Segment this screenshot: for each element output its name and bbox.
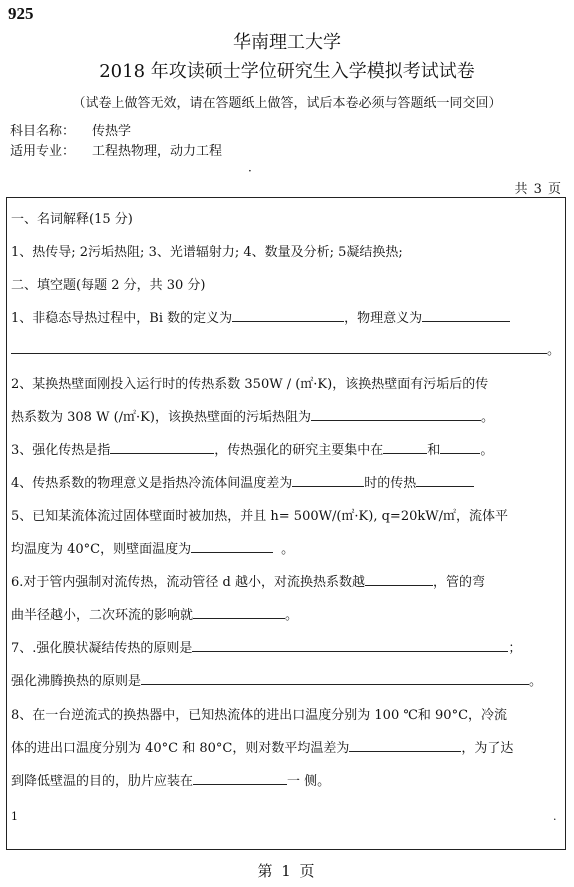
q3-blank-3[interactable] [440,439,480,454]
q8-blank-1[interactable] [349,737,461,752]
question-6-cont [11,604,298,623]
q5-blank[interactable] [191,538,273,553]
question-5-cont [11,538,294,557]
q4-blank-2[interactable] [416,472,474,487]
q1-text: 1、非稳态导热过程中，Bi 数的定义为 [11,311,233,326]
right-dot: . [553,810,557,823]
q7-mid: ； [508,641,522,656]
total-pages: 共 3 页 [514,182,562,197]
q8-text-3: 到降低壁温的目的，肋片应装在 [11,774,194,789]
stray-dot: · [248,164,252,178]
q3-text: 3、强化传热是指 [11,443,111,458]
major-value: 工程热物理，动力工程 [92,144,223,159]
q6-blank-2[interactable] [193,604,285,619]
q1-text-2: ，物理意义为 [344,311,423,326]
q7-text: 7、.强化膜状凝结传热的原则是 [11,641,193,656]
question-5: 5、已知某流体流过固体壁面时被加热，并且 h= 500W/(㎡·K), q=20kW/㎡，流体平 [11,509,508,524]
trailing-mark: 1 [11,810,18,823]
question-6 [11,571,485,590]
subject-label: 科目名称： [10,124,76,139]
q1-blank-1[interactable] [232,307,344,322]
q6-text-2: ，管的弯 [433,575,486,590]
q4-text-2: 时的传热 [364,476,417,491]
exam-code: 925 [8,4,34,23]
q7-end: 。 [529,674,543,689]
exam-title: 2018 年攻读硕士学位研究生入学模拟考试试卷 [99,61,475,82]
subject-value: 传热学 [92,124,132,139]
q3-blank-1[interactable] [110,439,214,454]
q3-blank-2[interactable] [383,439,427,454]
question-8-cont-2 [11,770,330,789]
question-7 [11,637,521,656]
q2-end: 。 [480,410,494,425]
exam-notice: （试卷上做答无效，请在答题纸上做答，试后本卷必须与答题纸一同交回） [72,96,502,111]
q6-blank-1[interactable] [365,571,433,586]
subject-row [10,120,131,139]
q4-blank-1[interactable] [292,472,364,487]
q1-end: 。 [547,343,561,358]
section-1-terms: 1、热传导; 2污垢热阻; 3、光谱辐射力; 4、数量及分析; 5凝结换热; [11,245,403,260]
question-4 [11,472,474,491]
q2-text: 热系数为 308 W (/㎡·K)，该换热壁面的污垢热阻为 [11,410,311,425]
section-2-title: 二、填空题(每题 2 分，共 30 分) [11,278,206,293]
university-name: 华南理工大学 [233,32,341,53]
q8-blank-2[interactable] [193,770,287,785]
q5-end: 。 [281,542,295,557]
q2-blank[interactable] [311,406,481,421]
q5-text: 均温度为 40°C，则壁面温度为 [11,542,192,557]
question-1-cont [11,339,560,358]
q6-text: 6.对于管内强制对流传热，流动管径 d 越小，对流换热系数越 [11,575,365,590]
q6-end: 。 [285,608,299,623]
question-1 [11,307,510,326]
q4-text: 4、传热系数的物理意义是指热冷流体间温度差为 [11,476,293,491]
question-8: 8、在一台逆流式的换热器中，已知热流体的进出口温度分别为 100 ℃和 90°C，冷流 [11,708,508,723]
section-1-title: 一、名词解释(15 分) [11,212,133,227]
question-3 [11,439,493,458]
question-frame [6,197,566,850]
q7-blank-2[interactable] [141,670,529,685]
major-row [10,140,222,159]
question-2: 2、某换热壁面刚投入运行时的传热系数 350W / (㎡·K)，该换热壁面有污垢后的传 [11,377,489,392]
question-2-cont [11,406,494,425]
q6-text-3: 曲半径越小，二次环流的影响就 [11,608,194,623]
q8-end: 一 侧。 [287,774,331,789]
page-number: 第 1 页 [257,862,317,880]
q7-text-2: 强化沸腾换热的原则是 [11,674,142,689]
q7-blank-1[interactable] [192,637,508,652]
q1-blank-2[interactable] [422,307,510,322]
q3-text-2: ，传热强化的研究主要集中在 [214,443,384,458]
q3-end: 。 [480,443,494,458]
q8-text-2: ，为了达 [461,741,514,756]
q1-blank-3[interactable] [11,339,547,354]
question-7-cont [11,670,542,689]
q8-text: 体的进出口温度分别为 40°C 和 80°C，则对数平均温差为 [11,741,350,756]
q3-text-3: 和 [427,443,441,458]
major-label: 适用专业： [10,144,76,159]
question-8-cont [11,737,513,756]
